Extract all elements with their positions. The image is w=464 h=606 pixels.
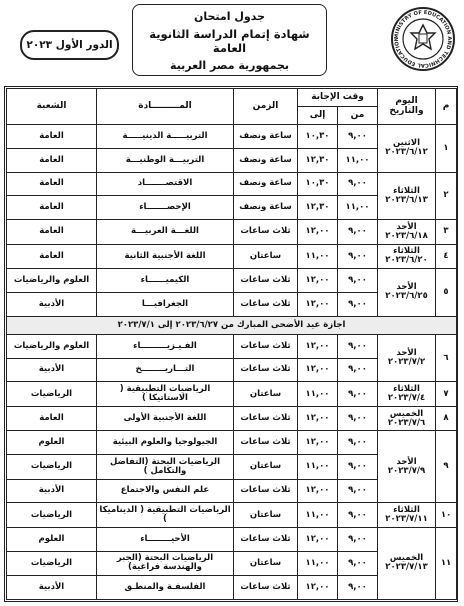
end-time: ١١,٠٠ <box>298 551 338 575</box>
holiday-note: اجازة عيد الأضحى المبارك من ٢٠٢٣/٦/٢٧ إلى ٢٠٢٣/٧/١ <box>7 316 457 334</box>
duration: ثلاث ساعات <box>234 406 298 430</box>
subject-name: اللغة الأجنبية الثانية <box>97 244 234 268</box>
table-row <box>7 269 457 293</box>
col-header-branch: الشعبة <box>7 89 97 125</box>
col-header-to: إلى <box>298 107 338 125</box>
row-number: ١٠ <box>436 503 457 527</box>
table-row <box>7 220 457 244</box>
end-time: ١٠,٣٠ <box>298 172 338 196</box>
row-number: ١ <box>436 125 457 173</box>
exam-date: ٢٠٢٣/٧/٦ <box>387 417 426 428</box>
start-time: ٩,٠٠ <box>338 406 378 430</box>
exam-date: ٢٠٢٣/٦/٢٠ <box>385 255 428 266</box>
table-row <box>7 172 457 196</box>
duration: ثلاث ساعات <box>234 358 298 382</box>
subject-name: الرياضيات التطبيقية ( الديناميكا ) <box>97 503 234 527</box>
subject-name: الرياضيات التطبيقية ( الاستاتيكا ) <box>97 382 234 406</box>
start-time: ٩,٠٠ <box>338 455 378 479</box>
duration: ثلاث ساعات <box>234 479 298 503</box>
exam-schedule-table <box>6 88 457 600</box>
branch-name: العامة <box>7 148 97 172</box>
subject-name: الجيولوجيا والعلوم البيئية <box>97 431 234 455</box>
exam-date: ٢٠٢٣/٧/١١ <box>385 514 428 524</box>
branch-name: الأدبية <box>7 292 97 316</box>
row-number: ١١ <box>436 527 457 599</box>
branch-name: العلوم والرياضيات <box>7 334 97 358</box>
branch-name: الرياضيات <box>7 382 97 406</box>
row-number: ٦ <box>436 334 457 382</box>
exam-date: ٢٠٢٣/٦/٢٥ <box>385 291 428 302</box>
table-row <box>7 406 457 430</box>
branch-name: الرياضيات <box>7 455 97 479</box>
end-time: ١٠,٣٠ <box>298 125 338 149</box>
day-date-cell <box>378 269 436 317</box>
start-time: ٩,٠٠ <box>338 292 378 316</box>
row-number: ٥ <box>436 269 457 317</box>
col-header-duration: الزمن <box>234 89 298 125</box>
row-number: ٨ <box>436 406 457 430</box>
start-time: ٩,٠٠ <box>338 358 378 382</box>
day-date-cell <box>378 503 436 527</box>
start-time: ٩,٠٠ <box>338 269 378 293</box>
day-date-cell <box>378 334 436 382</box>
duration: ثلاث ساعات <box>234 576 298 600</box>
start-time: ٩,٠٠ <box>338 382 378 406</box>
day-date-cell <box>378 172 436 220</box>
day-name: الثلاثاء <box>393 246 420 257</box>
table-row <box>7 382 457 406</box>
day-name: الأحد <box>396 456 417 467</box>
start-time: ٩,٠٠ <box>338 527 378 551</box>
day-date-cell <box>378 431 436 503</box>
duration: ساعتان <box>234 455 298 479</box>
end-time: ١٢,٣٠ <box>298 148 338 172</box>
subject-name: الأحيــــــــاء <box>97 527 234 551</box>
duration: ساعة ونصف <box>234 172 298 196</box>
row-number: ٢ <box>436 172 457 220</box>
duration: ساعتان <box>234 503 298 527</box>
table-row <box>7 527 457 551</box>
subject-name: الرياضيات البحتة (التفاضل والتكامل ) <box>97 455 234 479</box>
branch-name: العامة <box>7 172 97 196</box>
duration: ساعتان <box>234 244 298 268</box>
day-date-cell <box>378 244 436 268</box>
start-time: ٩,٠٠ <box>338 172 378 196</box>
end-time: ١٢,٠٠ <box>298 292 338 316</box>
exam-date: ٢٠٢٣/٦/١٣ <box>385 194 428 205</box>
start-time: ٩,٠٠ <box>338 244 378 268</box>
subject-name: الرياضيات البحتة (الجبر والهندسة فراغية) <box>97 551 234 575</box>
subject-name: اللغـــة العربيـــة <box>97 220 234 244</box>
end-time: ١٢,٠٠ <box>298 479 338 503</box>
duration: ثلاث ساعات <box>234 269 298 293</box>
duration: ساعة ونصف <box>234 125 298 149</box>
ministry-logo <box>390 6 456 72</box>
row-number: ٣ <box>436 220 457 244</box>
subject-name: التربيـــة الوطنيـــة <box>97 148 234 172</box>
holiday-row <box>7 316 457 334</box>
day-date-cell <box>378 382 436 406</box>
row-number: ٩ <box>436 431 457 503</box>
duration: ثلاث ساعات <box>234 220 298 244</box>
end-time: ١٢,٠٠ <box>298 576 338 600</box>
end-time: ١٢,٠٠ <box>298 334 338 358</box>
end-time: ١١,٠٠ <box>298 382 338 406</box>
start-time: ٩,٠٠ <box>338 576 378 600</box>
day-name: الاثنين <box>393 138 421 149</box>
day-name: الخميس <box>389 408 424 419</box>
col-header-answer-time: وقت الإجابة <box>298 89 378 107</box>
branch-name: الأدبية <box>7 358 97 382</box>
duration: ساعتان <box>234 382 298 406</box>
col-header-from: من <box>338 107 378 125</box>
day-name: الأحد <box>396 282 417 293</box>
end-time: ١٢,٠٠ <box>298 220 338 244</box>
title-line-2: شهادة إتمام الدراسة الثانوية العامة <box>149 27 310 55</box>
table-row <box>7 125 457 149</box>
branch-name: العامة <box>7 220 97 244</box>
exam-date: ٢٠٢٣/٦/١٨ <box>385 230 428 241</box>
exam-date: ٢٠٢٣/٧/٢ <box>387 357 426 368</box>
branch-name: العامة <box>7 244 97 268</box>
end-time: ١١,٠٠ <box>298 455 338 479</box>
day-name: الثلاثاء <box>393 505 420 516</box>
day-date-cell <box>378 220 436 244</box>
day-name: الخميس <box>389 553 424 564</box>
subject-name: التـــاريــــــــخ <box>97 358 234 382</box>
start-time: ٩,٠٠ <box>338 125 378 149</box>
subject-name: علم النفس والاجتماع <box>97 479 234 503</box>
branch-name: الأدبية <box>7 576 97 600</box>
day-name: الأحد <box>396 348 417 359</box>
branch-name: الرياضيات <box>7 551 97 575</box>
branch-name: العلوم <box>7 527 97 551</box>
duration: ساعة ونصف <box>234 196 298 220</box>
duration: ثلاث ساعات <box>234 431 298 455</box>
day-name: الثلاثاء <box>393 185 420 196</box>
col-header-day: اليوم والتاريخ <box>378 89 436 125</box>
logo-ring-text: MINISTRY OF EDUCATION AND TECHNICAL EDUCATION <box>393 9 453 69</box>
start-time: ٩,٠٠ <box>338 220 378 244</box>
end-time: ١٢,٠٠ <box>298 431 338 455</box>
duration: ساعة ونصف <box>234 148 298 172</box>
end-time: ١١,٠٠ <box>298 503 338 527</box>
row-number: ٤ <box>436 244 457 268</box>
end-time: ١٢,٠٠ <box>298 406 338 430</box>
end-time: ١١,٠٠ <box>298 244 338 268</box>
day-name: الأحد <box>396 221 417 232</box>
title-line-3: بجمهورية مصر العربية <box>169 59 290 72</box>
day-date-cell <box>378 527 436 599</box>
duration: ثلاث ساعات <box>234 292 298 316</box>
subject-name: الإحصـــــــاء <box>97 196 234 220</box>
round-label: الدور الأول ٢٠٢٣ <box>26 39 113 51</box>
exam-date: ٢٠٢٣/٧/١٣ <box>385 562 428 573</box>
row-number: ٧ <box>436 382 457 406</box>
schedule-body <box>7 125 457 600</box>
title-box <box>132 4 327 76</box>
exam-date: ٢٠٢٣/٧/٩ <box>387 465 426 476</box>
branch-name: الرياضيات <box>7 503 97 527</box>
col-header-subject: المـــــــــادة <box>97 89 234 125</box>
subject-name: الجغرافيـــا <box>97 292 234 316</box>
end-time: ١٢,٠٠ <box>298 358 338 382</box>
exam-date: ٢٠٢٣/٧/٤ <box>387 393 426 404</box>
duration: ثلاث ساعات <box>234 527 298 551</box>
end-time: ١٢,٣٠ <box>298 196 338 220</box>
subject-name: الاقتصـــــــاد <box>97 172 234 196</box>
end-time: ١٢,٠٠ <box>298 269 338 293</box>
start-time: ٩,٠٠ <box>338 334 378 358</box>
table-row <box>7 503 457 527</box>
branch-name: العامة <box>7 406 97 430</box>
round-badge <box>20 30 119 60</box>
subject-name: التربيـــــة الدينيـــــة <box>97 125 234 149</box>
title-line-1: جدول امتحان <box>193 10 265 23</box>
day-name: الثلاثاء <box>393 384 420 395</box>
subject-name: الفلسفـة والمنطـق <box>97 576 234 600</box>
branch-name: العلوم والرياضيات <box>7 269 97 293</box>
subject-name: الفـيـزيـــــــــاء <box>97 334 234 358</box>
table-row <box>7 431 457 455</box>
table-row <box>7 334 457 358</box>
start-time: ٩,٠٠ <box>338 431 378 455</box>
start-time: ٩,٠٠ <box>338 551 378 575</box>
start-time: ٩,٠٠ <box>338 503 378 527</box>
col-header-num: م <box>436 89 457 125</box>
start-time: ١١,٠٠ <box>338 196 378 220</box>
branch-name: العامة <box>7 196 97 220</box>
start-time: ٩,٠٠ <box>338 479 378 503</box>
subject-name: اللغة الأجنبية الأولى <box>97 406 234 430</box>
end-time: ١٢,٠٠ <box>298 527 338 551</box>
branch-name: الأدبية <box>7 479 97 503</box>
branch-name: العامة <box>7 125 97 149</box>
page-header <box>0 0 464 82</box>
table-row <box>7 244 457 268</box>
day-date-cell <box>378 406 436 430</box>
duration: ساعتان <box>234 551 298 575</box>
branch-name: العلوم <box>7 431 97 455</box>
exam-date: ٢٠٢٣/٦/١٢ <box>385 147 428 158</box>
day-date-cell <box>378 125 436 173</box>
start-time: ١١,٠٠ <box>338 148 378 172</box>
duration: ثلاث ساعات <box>234 334 298 358</box>
subject-name: الكيميــــــاء <box>97 269 234 293</box>
